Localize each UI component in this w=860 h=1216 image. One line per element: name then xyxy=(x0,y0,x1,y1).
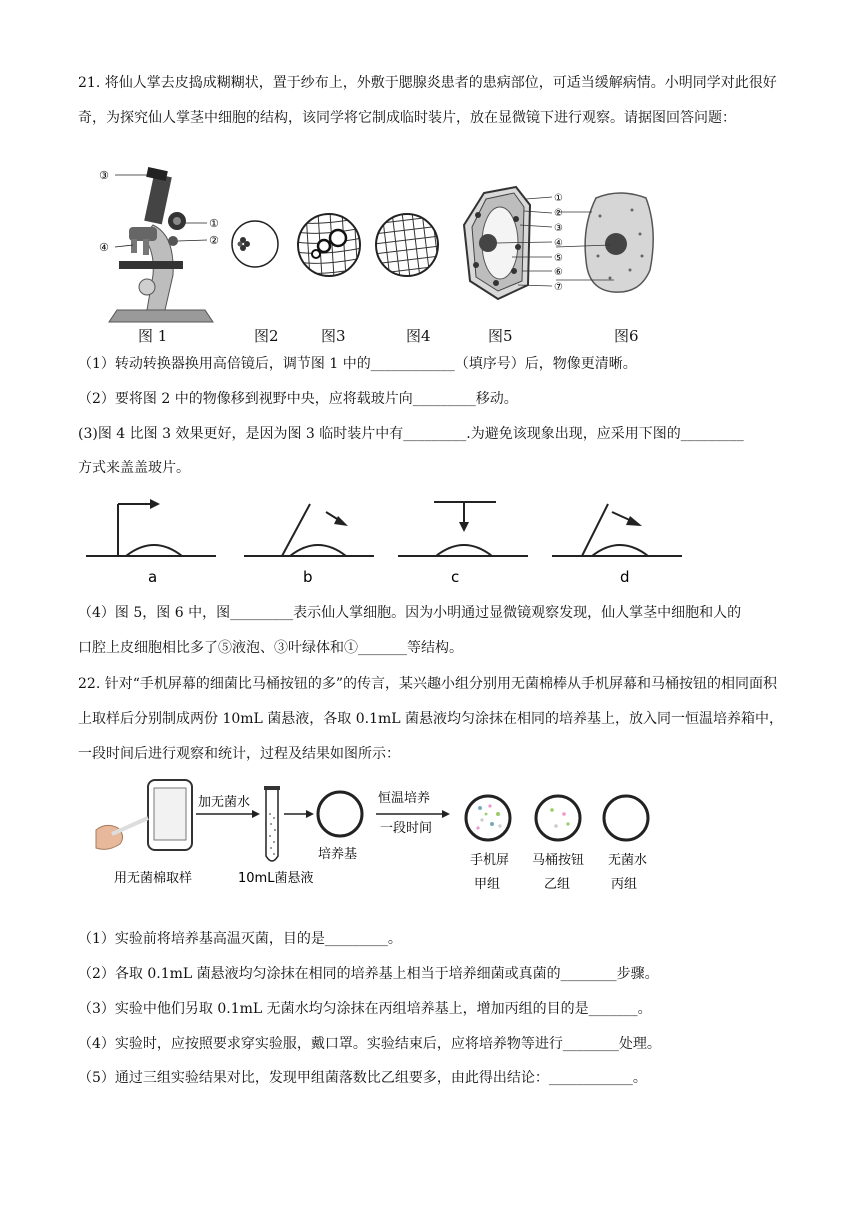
q22-part-5: （5）通过三组实验结果对比，发现甲组菌落数比乙组要多，由此得出结论：____________。 xyxy=(78,1070,647,1086)
dish-group-c xyxy=(604,796,648,840)
figure-3-caption: 图3 xyxy=(321,327,346,345)
microscope-label-3: ③ xyxy=(99,169,109,182)
medium-label: 培养基 xyxy=(318,847,358,862)
group-a-source: 手机屏 xyxy=(470,853,510,868)
microscope-label-4: ④ xyxy=(99,241,109,254)
figure-1-caption: 图 1 xyxy=(138,327,168,345)
figure-4-caption: 图4 xyxy=(406,327,431,345)
cell-label-6: ⑥ xyxy=(554,267,563,278)
cell-label-1: ① xyxy=(554,193,563,204)
microscope-label-1: ① xyxy=(209,217,219,230)
q22-part-3: （3）实验中他们另取 0.1mL 无菌水均匀涂抹在丙组培养基上，增加丙组的目的是_______。 xyxy=(78,1001,652,1017)
figure-2-field-of-view xyxy=(231,220,279,268)
q22-stem: 22. 针对“手机屏幕的细菌比马桶按钮的多”的传言，某兴趣小组分别用无菌棉棒从手机屏幕和马桶按钮的相同面积上取样后分别制成两份 10mL 菌悬液，各取 0.1mL 菌悬液均匀涂抹在相同的培养基上，放入同一恒温培养箱中，一段时间后进行观察和统计，过程及结果如图所示： xyxy=(78,676,784,762)
cell-label-7: ⑦ xyxy=(554,282,563,293)
q22-part-1: （1）实验前将培养基高温灭菌，目的是_________。 xyxy=(78,931,402,947)
dish-group-a xyxy=(466,796,510,840)
q22-part-4: （4）实验时，应按照要求穿实验服，戴口罩。实验结束后，应将培养物等进行________处理。 xyxy=(78,1036,661,1052)
dish-group-b xyxy=(536,796,580,840)
figure-6-animal-cell xyxy=(580,190,660,300)
step-sampling-label: 用无菌棉取样 xyxy=(114,871,193,886)
q21-stem: 21. 将仙人掌去皮捣成糊糊状，置于纱布上，外敷于腮腺炎患者的患病部位，可适当缓解病情。小明同学对此很好奇，为探究仙人掌茎中细胞的结构，该同学将它制成临时装片，放在显微镜下进行观察。请据图回答问题： xyxy=(78,75,777,126)
group-c-name: 丙组 xyxy=(611,877,638,892)
suspension-label: 10mL菌悬液 xyxy=(238,871,314,886)
q21-part-2: （2）要将图 2 中的物像移到视野中央，应将载玻片向_________移动。 xyxy=(78,391,518,407)
group-a-name: 甲组 xyxy=(474,877,501,892)
coverslip-label-b: b xyxy=(303,568,313,586)
q21-part-3-line-1: (3)图 4 比图 3 效果更好，是因为图 3 临时装片中有_________.为避免该现象出现，应采用下图的_________ xyxy=(78,426,744,442)
group-b-source: 马桶按钮 xyxy=(532,853,585,868)
figure-6-caption: 图6 xyxy=(614,327,639,345)
step-add-water-label: 加无菌水 xyxy=(198,795,251,810)
coverslip-method-d xyxy=(552,504,682,586)
coverslip-label-a: a xyxy=(148,568,158,586)
incubate-label-2: 一段时间 xyxy=(380,821,433,836)
test-tube-icon xyxy=(264,786,280,861)
q21-part-4-line-1: （4）图 5，图 6 中，图_________表示仙人掌细胞。因为小明通过显微镜观察发现，仙人掌茎中细胞和人的 xyxy=(78,605,742,621)
q22-experiment-figure xyxy=(86,778,686,898)
incubate-label-1: 恒温培养 xyxy=(378,791,431,806)
cell-label-5: ⑤ xyxy=(554,253,563,264)
coverslip-method-a xyxy=(86,499,216,586)
phone-icon xyxy=(148,780,192,850)
coverslip-method-c xyxy=(398,502,528,586)
cell-label-2: ② xyxy=(554,208,563,219)
figure-3-field-with-bubbles xyxy=(296,212,362,278)
coverslip-label-c: c xyxy=(451,568,460,586)
coverslip-label-d: d xyxy=(620,568,630,586)
cell-label-4: ④ xyxy=(554,238,563,249)
figure-1-microscope xyxy=(95,165,225,330)
q21-part-3-line-2: 方式来盖盖玻片。 xyxy=(78,460,190,476)
coverslip-method-b xyxy=(244,504,374,586)
cell-label-3: ③ xyxy=(554,223,563,234)
group-c-source: 无菌水 xyxy=(608,853,648,868)
group-b-name: 乙组 xyxy=(544,877,571,892)
q21-part-4-line-2: 口腔上皮细胞相比多了⑤液泡、③叶绿体和①_______等结构。 xyxy=(78,640,463,656)
coverslip-methods-figure xyxy=(86,490,786,590)
q21-part-1: （1）转动转换器换用高倍镜后，调节图 1 中的____________（填序号）后，物像更清晰。 xyxy=(78,356,637,372)
q22-part-2: （2）各取 0.1mL 菌悬液均匀涂抹在相同的培养基上相当于培养细菌或真菌的________步骤。 xyxy=(78,966,659,982)
cotton-swab-hand-icon xyxy=(96,818,148,849)
figure-2-caption: 图2 xyxy=(254,327,279,345)
figure-5-caption: 图5 xyxy=(488,327,513,345)
microscope-label-2: ② xyxy=(209,234,219,247)
figure-4-field-clear xyxy=(374,212,440,278)
culture-medium-dish xyxy=(318,792,362,836)
figure-5-plant-cell xyxy=(456,185,571,305)
